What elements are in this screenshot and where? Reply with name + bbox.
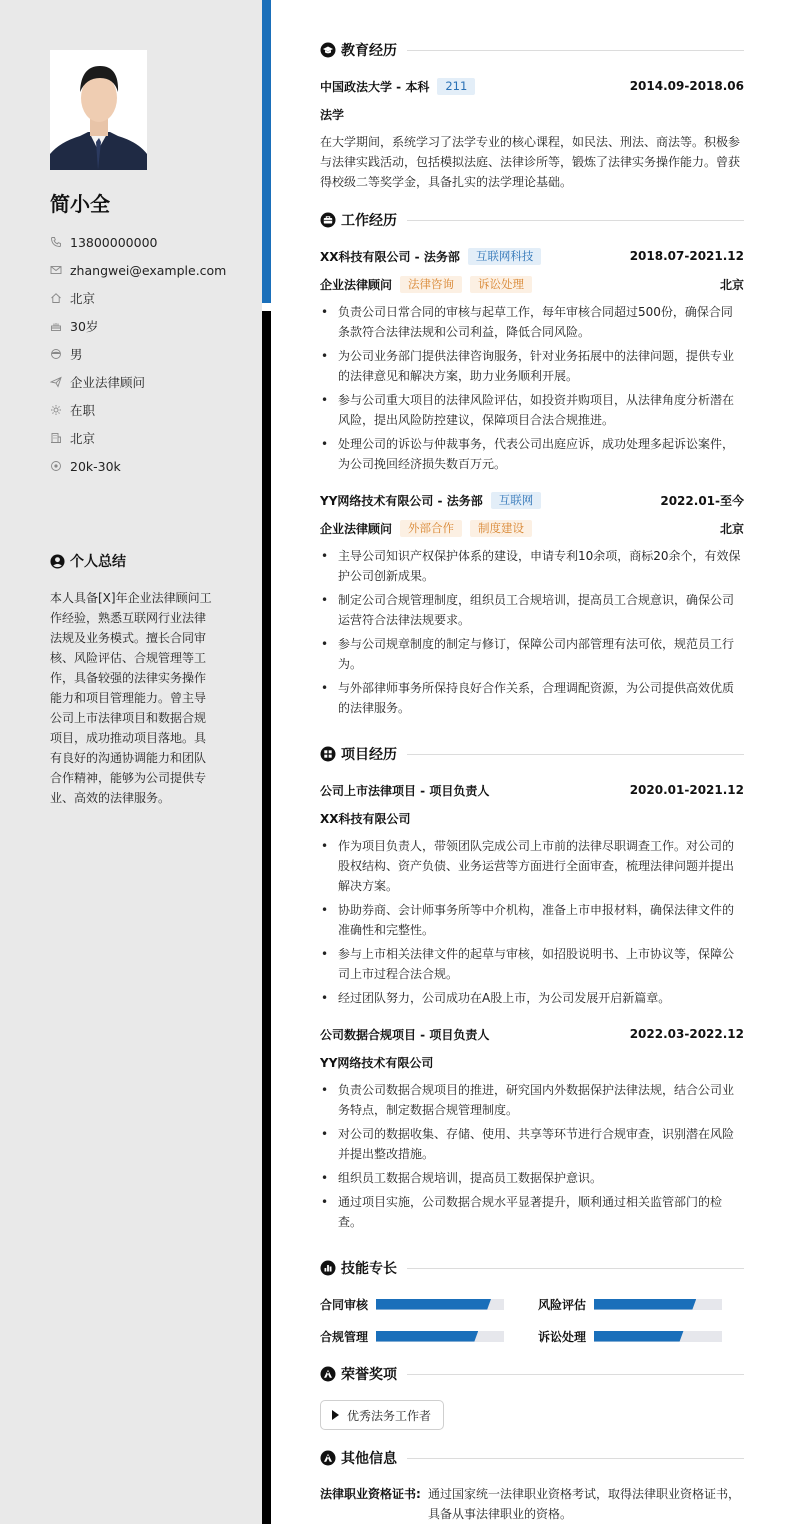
info-gender <box>50 340 250 368</box>
section-divider <box>407 50 744 51</box>
project-2-company: YY网络技术有限公司 <box>320 1055 434 1070</box>
info-email <box>50 256 250 284</box>
summary-text: 本人具备[X]年企业法律顾问工作经验，熟悉互联网行业法律法规及业务模式。擅长合同审核、风险评估、合规管理等工作，具备较强的法律实务操作能力和项目管理能力。曾主导公司上市法律项目和数据合规项目，成功推动项目落地。具有良好的沟通协调能力和团队合作精神，能够为公司提供专业、高效的法律服务。 <box>50 591 212 805</box>
project-1-name: 公司上市法律项目 - 项目负责人 <box>320 783 490 798</box>
project-1-bullets <box>320 836 744 1012</box>
section-divider <box>407 1458 744 1459</box>
list-item: • 主导公司知识产权保护体系的建设，申请专利10余项，商标20余个，有效保护公司创新成果。 <box>320 546 744 586</box>
job-2-industry-tag: 互联网 <box>491 492 542 509</box>
project-2-header <box>320 1025 744 1043</box>
divider-rail <box>262 311 271 1524</box>
list-item: • 协助券商、会计师事务所等中介机构，准备上市申报材料，确保法律文件的准确性和完整性。 <box>320 900 744 940</box>
medal-icon <box>320 1366 336 1382</box>
honors-title: 荣誉奖项 <box>341 1367 397 1383</box>
location-value: 北京 <box>70 291 96 306</box>
info-phone <box>50 228 250 256</box>
accent-rail <box>262 0 271 303</box>
email-value: zhangwei@example.com <box>70 262 227 278</box>
list-item: • 负责公司日常合同的审核与起草工作，每年审核合同超过500份，确保合同条款符合法律法规和公司利益，降低合同风险。 <box>320 302 744 342</box>
summary-heading <box>50 551 126 571</box>
job-2-header <box>320 491 744 509</box>
job-1-role: 企业法律顾问 <box>320 277 393 292</box>
info-status <box>50 396 250 424</box>
other-info-row <box>320 1484 744 1524</box>
target-city-value: 北京 <box>70 431 96 446</box>
sidebar <box>0 0 262 1524</box>
project-1-header <box>320 781 744 799</box>
job-2-bullets <box>320 546 744 722</box>
home-icon <box>50 292 62 304</box>
skills-heading <box>320 1258 744 1278</box>
skill-item <box>538 1295 722 1313</box>
list-item: • 经过团队努力，公司成功在A股上市，为公司发展开启新篇章。 <box>320 988 744 1008</box>
skill-bar <box>594 1331 722 1342</box>
info-target-city <box>50 424 250 452</box>
salary-value: 20k-30k <box>70 458 121 474</box>
phone-value: 13800000000 <box>70 234 158 250</box>
gender-value: 男 <box>70 347 83 362</box>
job-2-tag-1: 外部合作 <box>400 520 462 537</box>
user-circle-icon <box>50 554 65 569</box>
skill-fill <box>594 1299 696 1310</box>
list-item: • 组织员工数据合规培训，提高员工数据保护意识。 <box>320 1168 744 1188</box>
skill-name: 诉讼处理 <box>538 1329 587 1344</box>
section-divider <box>407 220 744 221</box>
job-1-date: 2018.07-2021.12 <box>629 249 744 263</box>
list-item: • 通过项目实施，公司数据合规水平显著提升，顺利通过相关监管部门的检查。 <box>320 1192 744 1232</box>
list-item: • 参与上市相关法律文件的起草与审核，如招股说明书、上市协议等，保障公司上市过程合法合规。 <box>320 944 744 984</box>
job-1-tag-2: 诉讼处理 <box>470 276 532 293</box>
info-location <box>50 284 250 312</box>
skill-item <box>320 1295 504 1313</box>
bar-chart-icon <box>320 1260 336 1276</box>
project-2-name: 公司数据合规项目 - 项目负责人 <box>320 1027 490 1042</box>
section-divider <box>407 1374 744 1375</box>
job-1-city: 北京 <box>719 277 744 292</box>
skill-item <box>320 1327 504 1345</box>
briefcase-icon <box>320 212 336 228</box>
job-1-tag-1: 法律咨询 <box>400 276 462 293</box>
job-1-industry-tag: 互联网科技 <box>468 248 542 265</box>
grid-icon <box>320 746 336 762</box>
status-value: 在职 <box>70 403 96 418</box>
education-description: 在大学期间，系统学习了法学专业的核心课程，如民法、刑法、商法等。积极参与法律实践活动，包括模拟法庭、法律诊所等，锻炼了法律实务操作能力。曾获得校级二等奖学金，具备扎实的法学理论基础。 <box>320 135 741 189</box>
job-1-bullets <box>320 302 744 478</box>
project-1-company: XX科技有限公司 <box>320 811 411 826</box>
section-divider <box>407 754 744 755</box>
projects-title: 项目经历 <box>341 747 397 763</box>
contact-info <box>50 228 250 480</box>
skill-name: 合同审核 <box>320 1297 369 1312</box>
position-value: 企业法律顾问 <box>70 375 146 390</box>
education-title: 教育经历 <box>341 43 397 59</box>
section-divider <box>407 1268 744 1269</box>
job-2-city: 北京 <box>719 521 744 536</box>
paper-plane-icon <box>50 376 62 388</box>
skill-fill <box>376 1299 491 1310</box>
info-icon <box>320 1450 336 1466</box>
candidate-name: 简小全 <box>50 192 110 216</box>
info-salary <box>50 452 250 480</box>
age-value: 30岁 <box>70 319 99 334</box>
job-1-company: XX科技有限公司 - 法务部 <box>320 249 460 264</box>
project-2-bullets <box>320 1080 744 1236</box>
graduation-cap-icon <box>320 42 336 58</box>
job-1-role-row <box>320 275 744 293</box>
other-label: 法律职业资格证书: <box>320 1487 421 1501</box>
gear-icon <box>50 404 62 416</box>
honors-heading <box>320 1364 744 1384</box>
project-2-company-row <box>320 1053 744 1071</box>
cake-icon <box>50 320 62 332</box>
list-item: • 负责公司数据合规项目的推进，研究国内外数据保护法律法规，结合公司业务特点，制定数据合规管理制度。 <box>320 1080 744 1120</box>
mail-icon <box>50 264 62 276</box>
education-header-row <box>320 77 744 95</box>
major: 法学 <box>320 107 345 122</box>
skill-name: 合规管理 <box>320 1329 369 1344</box>
gender-icon <box>50 348 62 360</box>
other-value: 通过国家统一法律职业资格考试，取得法律职业资格证书，具备从事法律职业的资格。 <box>428 1487 741 1521</box>
list-item: • 制定公司合规管理制度，组织员工合规培训，提高员工合规意识，确保公司运营符合法律法规要求。 <box>320 590 744 630</box>
award-label: 优秀法务工作者 <box>347 1408 432 1423</box>
award-item[interactable] <box>320 1400 444 1430</box>
school-name: 中国政法大学 - 本科 <box>320 79 430 94</box>
skill-fill <box>594 1331 684 1342</box>
skill-fill <box>376 1331 478 1342</box>
skill-item <box>538 1327 722 1345</box>
skills-title: 技能专长 <box>341 1261 397 1277</box>
coin-icon <box>50 460 62 472</box>
list-item: • 参与公司规章制度的制定与修订，保障公司内部管理有法可依，规范员工行为。 <box>320 634 744 674</box>
job-2-company: YY网络技术有限公司 - 法务部 <box>320 493 483 508</box>
work-title: 工作经历 <box>341 213 397 229</box>
phone-icon <box>50 236 62 248</box>
education-heading <box>320 40 744 60</box>
other-title: 其他信息 <box>341 1451 397 1467</box>
info-age <box>50 312 250 340</box>
play-icon <box>332 1410 339 1420</box>
list-item: • 对公司的数据收集、存储、使用、共享等环节进行合规审查，识别潜在风险并提出整改措施。 <box>320 1124 744 1164</box>
building-icon <box>50 432 62 444</box>
avatar <box>50 50 147 170</box>
skill-bar <box>376 1299 504 1310</box>
list-item: • 为公司业务部门提供法律咨询服务，针对业务拓展中的法律问题，提供专业的法律意见和解决方案，助力业务顺利开展。 <box>320 346 744 386</box>
job-1-header <box>320 247 744 265</box>
school-tag: 211 <box>437 78 475 95</box>
skill-name: 风险评估 <box>538 1297 587 1312</box>
job-2-date: 2022.01-至今 <box>660 493 744 508</box>
job-2-tag-2: 制度建设 <box>470 520 532 537</box>
projects-heading <box>320 744 744 764</box>
job-2-role: 企业法律顾问 <box>320 521 393 536</box>
list-item: • 处理公司的诉讼与仲裁事务，代表公司出庭应诉，成功处理多起诉讼案件，为公司挽回经济损失数百万元。 <box>320 434 744 474</box>
project-1-company-row <box>320 809 744 827</box>
skill-bar <box>376 1331 504 1342</box>
skill-bar <box>594 1299 722 1310</box>
summary-title: 个人总结 <box>70 554 126 570</box>
project-1-date: 2020.01-2021.12 <box>629 783 744 797</box>
work-heading <box>320 210 744 230</box>
list-item: • 作为项目负责人，带领团队完成公司上市前的法律尽职调查工作。对公司的股权结构、资产负债、业务运营等方面进行全面审查，梳理法律问题并提出解决方案。 <box>320 836 744 896</box>
project-2-date: 2022.03-2022.12 <box>629 1027 744 1041</box>
list-item: • 与外部律师事务所保持良好合作关系，合理调配资源，为公司提供高效优质的法律服务。 <box>320 678 744 718</box>
other-heading <box>320 1448 744 1468</box>
education-date: 2014.09-2018.06 <box>629 79 744 93</box>
job-2-role-row <box>320 519 744 537</box>
info-position <box>50 368 250 396</box>
major-row <box>320 105 744 123</box>
list-item: • 参与公司重大项目的法律风险评估，如投资并购项目，从法律角度分析潜在风险，提出风险防控建议，保障项目合法合规推进。 <box>320 390 744 430</box>
